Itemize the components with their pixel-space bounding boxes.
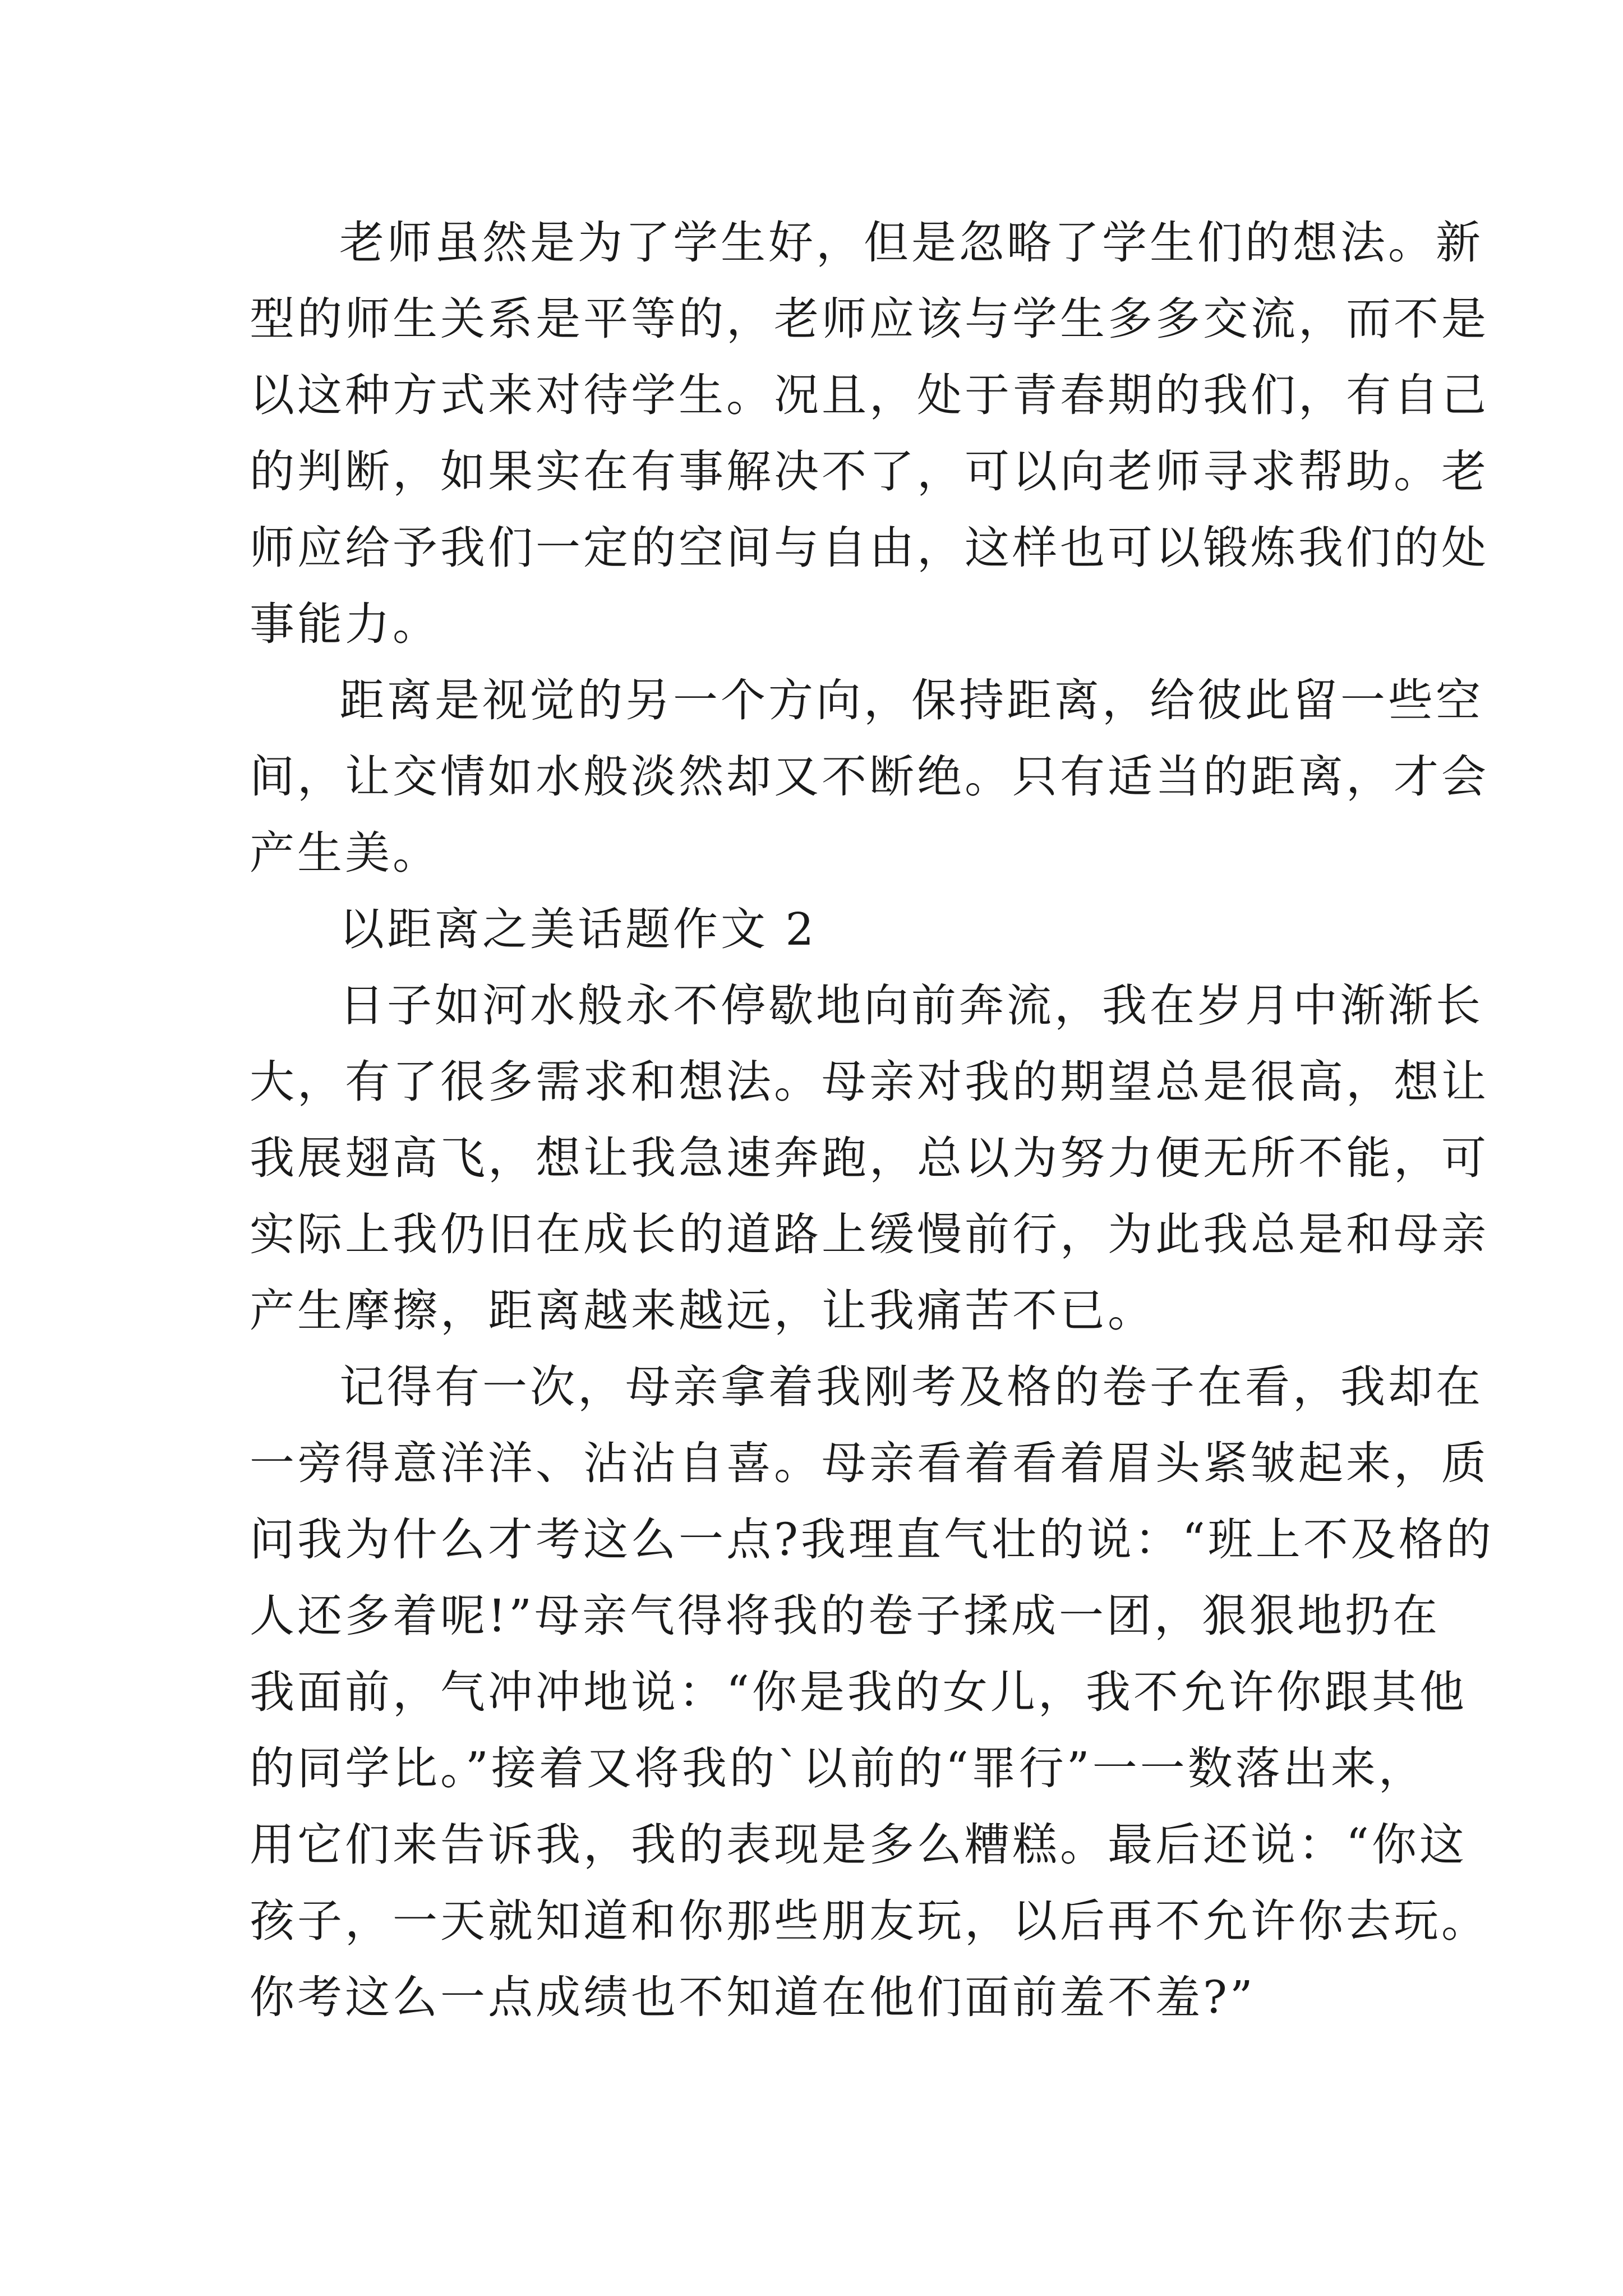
- paragraph: [250, 205, 1489, 662]
- document-body: [250, 205, 1494, 2036]
- paragraph: [250, 1349, 1494, 2036]
- text-line: 的判断，如果实在有事解决不了，可以向老师寻求帮助。老: [250, 445, 1489, 498]
- paragraph: [250, 662, 1489, 891]
- text-line: 用它们来告诉我，我的表现是多么糟糕。最后还说：“你这: [250, 1819, 1467, 1871]
- text-line: 师应给予我们一定的空间与自由，这样也可以锻炼我们的处: [250, 522, 1489, 574]
- text-line: 你考这么一点成绩也不知道在他们面前羞不羞?”: [250, 1971, 1256, 2023]
- text-line: 我展翅高飞，想让我急速奔跑，总以为努力便无所不能，可: [250, 1132, 1489, 1184]
- heading-line: 以距离之美话题作文 2: [339, 903, 817, 955]
- text-line: 记得有一次，母亲拿着我刚考及格的卷子在看，我却在: [339, 1361, 1483, 1413]
- text-line: 我面前，气冲冲地说：“你是我的女儿，我不允许你跟其他: [250, 1666, 1467, 1718]
- text-line: 间，让交情如水般淡然却又不断绝。只有适当的距离，才会: [250, 751, 1489, 803]
- text-line: 日子如河水般永不停歇地向前奔流，我在岁月中渐渐长: [339, 979, 1483, 1032]
- text-line: 一旁得意洋洋、沾沾自喜。母亲看着看着眉头紧皱起来，质: [250, 1437, 1489, 1489]
- text-line: 人还多着呢!”母亲气得将我的卷子揉成一团，狠狠地扔在: [250, 1590, 1441, 1642]
- text-line: 实际上我仍旧在成长的道路上缓慢前行，为此我总是和母亲: [250, 1208, 1489, 1260]
- text-line: 孩子，一天就知道和你那些朋友玩，以后再不允许你去玩。: [250, 1895, 1489, 1947]
- text-line: 大，有了很多需求和想法。母亲对我的期望总是很高，想让: [250, 1056, 1489, 1108]
- paragraph: [250, 968, 1489, 1349]
- text-line: 以这种方式来对待学生。况且，处于青春期的我们，有自己: [250, 369, 1489, 421]
- text-line: 问我为什么才考这么一点?我理直气壮的说：“班上不及格的: [250, 1513, 1494, 1566]
- text-line: 的同学比。”接着又将我的`以前的“罪行”一一数落出来，: [250, 1742, 1426, 1795]
- text-line: 距离是视觉的另一个方向，保持距离，给彼此留一些空: [339, 674, 1483, 726]
- section-heading: [250, 891, 1399, 968]
- text-line: 老师虽然是为了学生好，但是忽略了学生们的想法。新: [339, 217, 1483, 269]
- text-line: 型的师生关系是平等的，老师应该与学生多多交流，而不是: [250, 293, 1489, 345]
- text-line: 产生摩擦，距离越来越远，让我痛苦不已。: [250, 1285, 1155, 1337]
- text-line: 事能力。: [250, 598, 440, 650]
- text-line: 产生美。: [250, 827, 440, 879]
